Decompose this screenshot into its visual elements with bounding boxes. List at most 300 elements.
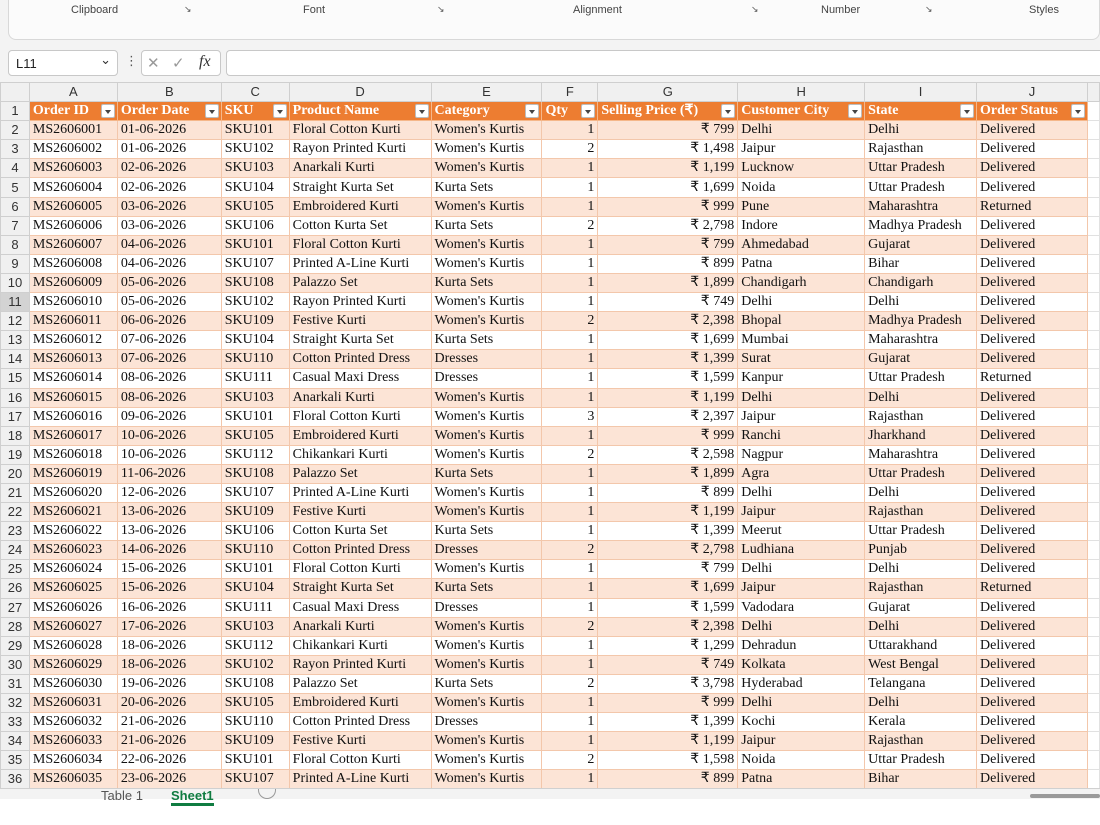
cell-a[interactable]: MS2606012 <box>29 331 117 350</box>
table-header-cell[interactable] <box>738 102 865 121</box>
cell-h[interactable]: Jaipur <box>738 732 865 751</box>
cell-i[interactable]: Uttar Pradesh <box>865 369 977 388</box>
cell-h[interactable]: Delhi <box>738 293 865 312</box>
cell-d[interactable]: Festive Kurti <box>289 732 431 751</box>
cell-i[interactable]: Jharkhand <box>865 426 977 445</box>
cell-g[interactable]: ₹ 1,399 <box>598 350 738 369</box>
cell-j[interactable]: Delivered <box>977 464 1088 483</box>
cell-a[interactable]: MS2606003 <box>29 159 117 178</box>
cell-i[interactable]: Delhi <box>865 483 977 502</box>
cell-b[interactable]: 13-06-2026 <box>117 503 221 522</box>
cell-d[interactable]: Rayon Printed Kurti <box>289 293 431 312</box>
cell-e[interactable]: Women's Kurtis <box>431 235 542 254</box>
cell-b[interactable]: 03-06-2026 <box>117 216 221 235</box>
row-number[interactable]: 14 <box>1 350 30 369</box>
cell-b[interactable]: 08-06-2026 <box>117 388 221 407</box>
cell-b[interactable]: 18-06-2026 <box>117 655 221 674</box>
cell-a[interactable]: MS2606024 <box>29 560 117 579</box>
cell-g[interactable]: ₹ 749 <box>598 655 738 674</box>
cell-g[interactable]: ₹ 1,599 <box>598 598 738 617</box>
cell-j[interactable]: Delivered <box>977 522 1088 541</box>
name-box[interactable] <box>8 50 118 76</box>
cell-b[interactable]: 12-06-2026 <box>117 483 221 502</box>
cell-e[interactable]: Kurta Sets <box>431 522 542 541</box>
cell-d[interactable]: Casual Maxi Dress <box>289 598 431 617</box>
cell-d[interactable]: Palazzo Set <box>289 273 431 292</box>
cell-d[interactable]: Embroidered Kurti <box>289 694 431 713</box>
cell-a[interactable]: MS2606004 <box>29 178 117 197</box>
cell-c[interactable]: SKU109 <box>221 503 289 522</box>
table-header-cell[interactable] <box>598 102 738 121</box>
cell-f[interactable]: 1 <box>542 388 598 407</box>
empty-cell[interactable] <box>1087 159 1099 178</box>
cell-i[interactable]: Uttar Pradesh <box>865 751 977 770</box>
cell-h[interactable]: Kolkata <box>738 655 865 674</box>
cell-e[interactable]: Women's Kurtis <box>431 560 542 579</box>
worksheet-grid[interactable] <box>0 82 1100 788</box>
cell-b[interactable]: 03-06-2026 <box>117 197 221 216</box>
cell-c[interactable]: SKU102 <box>221 140 289 159</box>
cell-g[interactable]: ₹ 1,699 <box>598 331 738 350</box>
cell-d[interactable]: Palazzo Set <box>289 464 431 483</box>
cell-a[interactable]: MS2606027 <box>29 617 117 636</box>
cell-h[interactable]: Meerut <box>738 522 865 541</box>
cell-e[interactable]: Women's Kurtis <box>431 197 542 216</box>
empty-cell[interactable] <box>1087 483 1099 502</box>
cell-c[interactable]: SKU110 <box>221 713 289 732</box>
cell-a[interactable]: MS2606002 <box>29 140 117 159</box>
cell-d[interactable]: Cotton Printed Dress <box>289 350 431 369</box>
column-header-b[interactable]: B <box>117 83 221 102</box>
empty-cell[interactable] <box>1087 273 1099 292</box>
cell-g[interactable]: ₹ 2,398 <box>598 617 738 636</box>
cell-c[interactable]: SKU108 <box>221 674 289 693</box>
cell-b[interactable]: 07-06-2026 <box>117 350 221 369</box>
cell-f[interactable]: 1 <box>542 503 598 522</box>
row-number[interactable]: 4 <box>1 159 30 178</box>
cell-d[interactable]: Anarkali Kurti <box>289 388 431 407</box>
cell-e[interactable]: Women's Kurtis <box>431 751 542 770</box>
cell-f[interactable]: 1 <box>542 293 598 312</box>
empty-cell[interactable] <box>1087 121 1099 140</box>
cell-f[interactable]: 1 <box>542 713 598 732</box>
cell-h[interactable]: Delhi <box>738 483 865 502</box>
cell-b[interactable]: 19-06-2026 <box>117 674 221 693</box>
cell-b[interactable]: 23-06-2026 <box>117 770 221 788</box>
row-number[interactable]: 16 <box>1 388 30 407</box>
cell-c[interactable]: SKU103 <box>221 617 289 636</box>
cell-e[interactable]: Women's Kurtis <box>431 426 542 445</box>
cell-f[interactable]: 1 <box>542 273 598 292</box>
column-header-d[interactable]: D <box>289 83 431 102</box>
row-number[interactable]: 22 <box>1 503 30 522</box>
cell-a[interactable]: MS2606019 <box>29 464 117 483</box>
cell-b[interactable]: 04-06-2026 <box>117 254 221 273</box>
cell-g[interactable]: ₹ 999 <box>598 197 738 216</box>
cell-e[interactable]: Women's Kurtis <box>431 636 542 655</box>
cell-g[interactable]: ₹ 1,199 <box>598 503 738 522</box>
cell-h[interactable]: Patna <box>738 770 865 788</box>
cell-g[interactable]: ₹ 1,199 <box>598 159 738 178</box>
cell-f[interactable]: 1 <box>542 694 598 713</box>
cell-d[interactable]: Printed A-Line Kurti <box>289 254 431 273</box>
empty-cell[interactable] <box>1087 178 1099 197</box>
cell-f[interactable]: 1 <box>542 770 598 788</box>
row-number[interactable]: 31 <box>1 674 30 693</box>
row-number[interactable]: 11 <box>1 293 30 312</box>
table-header-cell[interactable] <box>117 102 221 121</box>
cell-i[interactable]: Gujarat <box>865 598 977 617</box>
cell-h[interactable]: Delhi <box>738 617 865 636</box>
cell-d[interactable]: Casual Maxi Dress <box>289 369 431 388</box>
alignment-launcher-icon[interactable]: ↘ <box>751 5 759 15</box>
cell-i[interactable]: Delhi <box>865 560 977 579</box>
empty-cell[interactable] <box>1087 751 1099 770</box>
cell-h[interactable]: Mumbai <box>738 331 865 350</box>
insert-function-icon[interactable]: fx <box>199 53 211 70</box>
column-header-h[interactable]: H <box>738 83 865 102</box>
cell-d[interactable]: Straight Kurta Set <box>289 579 431 598</box>
cell-g[interactable]: ₹ 799 <box>598 121 738 140</box>
cell-d[interactable]: Printed A-Line Kurti <box>289 483 431 502</box>
formula-input[interactable] <box>226 50 1100 76</box>
cell-i[interactable]: Gujarat <box>865 350 977 369</box>
row-number[interactable]: 17 <box>1 407 30 426</box>
cell-c[interactable]: SKU110 <box>221 541 289 560</box>
cell-g[interactable]: ₹ 1,199 <box>598 732 738 751</box>
cell-a[interactable]: MS2606029 <box>29 655 117 674</box>
cell-b[interactable]: 02-06-2026 <box>117 178 221 197</box>
horizontal-scrollbar[interactable] <box>1030 794 1100 798</box>
cell-j[interactable]: Delivered <box>977 312 1088 331</box>
row-number[interactable]: 23 <box>1 522 30 541</box>
cell-b[interactable]: 09-06-2026 <box>117 407 221 426</box>
filter-dropdown-icon[interactable] <box>848 104 862 118</box>
cell-a[interactable]: MS2606011 <box>29 312 117 331</box>
cell-j[interactable]: Delivered <box>977 426 1088 445</box>
cell-c[interactable]: SKU103 <box>221 388 289 407</box>
row-number[interactable]: 10 <box>1 273 30 292</box>
empty-cell[interactable] <box>1087 426 1099 445</box>
cell-g[interactable]: ₹ 1,299 <box>598 636 738 655</box>
cell-i[interactable]: Punjab <box>865 541 977 560</box>
cell-c[interactable]: SKU107 <box>221 483 289 502</box>
cell-j[interactable]: Delivered <box>977 674 1088 693</box>
cell-h[interactable]: Delhi <box>738 560 865 579</box>
cell-e[interactable]: Women's Kurtis <box>431 312 542 331</box>
cell-h[interactable]: Noida <box>738 751 865 770</box>
cell-g[interactable]: ₹ 2,598 <box>598 445 738 464</box>
cell-c[interactable]: SKU105 <box>221 694 289 713</box>
filter-dropdown-icon[interactable] <box>205 104 219 118</box>
cell-f[interactable]: 2 <box>542 751 598 770</box>
cell-c[interactable]: SKU112 <box>221 445 289 464</box>
filter-dropdown-icon[interactable] <box>721 104 735 118</box>
cell-i[interactable]: Delhi <box>865 293 977 312</box>
cell-j[interactable]: Delivered <box>977 254 1088 273</box>
cell-d[interactable]: Floral Cotton Kurti <box>289 560 431 579</box>
cell-f[interactable]: 1 <box>542 254 598 273</box>
cell-c[interactable]: SKU101 <box>221 560 289 579</box>
number-launcher-icon[interactable]: ↘ <box>925 5 933 15</box>
cell-h[interactable]: Kanpur <box>738 369 865 388</box>
cell-h[interactable]: Hyderabad <box>738 674 865 693</box>
cell-g[interactable]: ₹ 1,399 <box>598 713 738 732</box>
close-icon[interactable]: ✕ <box>147 54 160 72</box>
cell-g[interactable]: ₹ 1,498 <box>598 140 738 159</box>
cell-j[interactable]: Delivered <box>977 770 1088 788</box>
cell-i[interactable]: Delhi <box>865 694 977 713</box>
cell-j[interactable]: Delivered <box>977 121 1088 140</box>
empty-cell[interactable] <box>1087 331 1099 350</box>
cell-b[interactable]: 08-06-2026 <box>117 369 221 388</box>
cell-e[interactable]: Women's Kurtis <box>431 293 542 312</box>
cell-e[interactable]: Women's Kurtis <box>431 503 542 522</box>
cell-d[interactable]: Floral Cotton Kurti <box>289 407 431 426</box>
cell-d[interactable]: Palazzo Set <box>289 674 431 693</box>
empty-cell[interactable] <box>1087 216 1099 235</box>
cell-d[interactable]: Rayon Printed Kurti <box>289 655 431 674</box>
cell-e[interactable]: Dresses <box>431 713 542 732</box>
cell-j[interactable]: Delivered <box>977 350 1088 369</box>
cell-d[interactable]: Anarkali Kurti <box>289 617 431 636</box>
cell-d[interactable]: Chikankari Kurti <box>289 445 431 464</box>
cell-b[interactable]: 21-06-2026 <box>117 732 221 751</box>
cell-f[interactable]: 1 <box>542 636 598 655</box>
empty-cell[interactable] <box>1087 464 1099 483</box>
cell-f[interactable]: 2 <box>542 541 598 560</box>
cell-a[interactable]: MS2606034 <box>29 751 117 770</box>
cell-i[interactable]: Rajasthan <box>865 503 977 522</box>
cell-h[interactable]: Jaipur <box>738 579 865 598</box>
cell-b[interactable]: 14-06-2026 <box>117 541 221 560</box>
cell-g[interactable]: ₹ 2,798 <box>598 541 738 560</box>
cell-h[interactable]: Indore <box>738 216 865 235</box>
cell-d[interactable]: Straight Kurta Set <box>289 331 431 350</box>
row-number[interactable]: 27 <box>1 598 30 617</box>
cell-c[interactable]: SKU104 <box>221 579 289 598</box>
row-number[interactable]: 34 <box>1 732 30 751</box>
cell-f[interactable]: 1 <box>542 331 598 350</box>
cell-j[interactable]: Delivered <box>977 560 1088 579</box>
cell-a[interactable]: MS2606032 <box>29 713 117 732</box>
cell-f[interactable]: 2 <box>542 312 598 331</box>
cell-g[interactable]: ₹ 3,798 <box>598 674 738 693</box>
cell-j[interactable]: Returned <box>977 197 1088 216</box>
empty-cell[interactable] <box>1087 445 1099 464</box>
cell-h[interactable]: Dehradun <box>738 636 865 655</box>
cell-e[interactable]: Dresses <box>431 369 542 388</box>
cell-d[interactable]: Floral Cotton Kurti <box>289 235 431 254</box>
table-header-cell[interactable] <box>865 102 977 121</box>
cell-j[interactable]: Delivered <box>977 598 1088 617</box>
cell-g[interactable]: ₹ 1,199 <box>598 388 738 407</box>
row-number[interactable]: 2 <box>1 121 30 140</box>
row-number[interactable]: 35 <box>1 751 30 770</box>
filter-dropdown-icon[interactable] <box>273 104 287 118</box>
cell-g[interactable]: ₹ 1,699 <box>598 178 738 197</box>
column-header-g[interactable]: G <box>598 83 738 102</box>
cell-c[interactable]: SKU111 <box>221 369 289 388</box>
cell-b[interactable]: 13-06-2026 <box>117 522 221 541</box>
cell-a[interactable]: MS2606005 <box>29 197 117 216</box>
cell-i[interactable]: Uttarakhand <box>865 636 977 655</box>
cell-a[interactable]: MS2606026 <box>29 598 117 617</box>
cell-a[interactable]: MS2606007 <box>29 235 117 254</box>
cell-c[interactable]: SKU111 <box>221 598 289 617</box>
empty-cell[interactable] <box>1087 674 1099 693</box>
cell-c[interactable]: SKU101 <box>221 235 289 254</box>
cell-c[interactable]: SKU101 <box>221 751 289 770</box>
cell-h[interactable]: Agra <box>738 464 865 483</box>
cell-d[interactable]: Cotton Kurta Set <box>289 522 431 541</box>
empty-cell[interactable] <box>1087 235 1099 254</box>
cell-b[interactable]: 20-06-2026 <box>117 694 221 713</box>
cell-h[interactable]: Surat <box>738 350 865 369</box>
cell-e[interactable]: Kurta Sets <box>431 579 542 598</box>
cell-a[interactable]: MS2606001 <box>29 121 117 140</box>
cell-j[interactable]: Delivered <box>977 445 1088 464</box>
cell-h[interactable]: Delhi <box>738 388 865 407</box>
font-launcher-icon[interactable]: ↘ <box>437 5 445 15</box>
cell-e[interactable]: Women's Kurtis <box>431 388 542 407</box>
cell-c[interactable]: SKU104 <box>221 178 289 197</box>
cell-e[interactable]: Women's Kurtis <box>431 140 542 159</box>
column-header-e[interactable]: E <box>431 83 542 102</box>
row-number[interactable]: 33 <box>1 713 30 732</box>
empty-cell[interactable] <box>1087 770 1099 788</box>
row-number[interactable]: 1 <box>1 102 30 121</box>
cell-i[interactable]: Maharashtra <box>865 445 977 464</box>
cell-i[interactable]: Bihar <box>865 254 977 273</box>
cell-i[interactable]: Uttar Pradesh <box>865 464 977 483</box>
row-number[interactable]: 25 <box>1 560 30 579</box>
row-number[interactable]: 7 <box>1 216 30 235</box>
cell-c[interactable]: SKU102 <box>221 655 289 674</box>
cell-f[interactable]: 1 <box>542 197 598 216</box>
cell-a[interactable]: MS2606015 <box>29 388 117 407</box>
empty-cell[interactable] <box>1087 560 1099 579</box>
cell-i[interactable]: Gujarat <box>865 235 977 254</box>
cell-g[interactable]: ₹ 799 <box>598 235 738 254</box>
cell-h[interactable]: Delhi <box>738 121 865 140</box>
cell-g[interactable]: ₹ 899 <box>598 254 738 273</box>
cell-a[interactable]: MS2606018 <box>29 445 117 464</box>
filter-dropdown-icon[interactable] <box>101 104 115 118</box>
cell-j[interactable]: Delivered <box>977 159 1088 178</box>
cell-i[interactable]: Telangana <box>865 674 977 693</box>
cell-j[interactable]: Delivered <box>977 713 1088 732</box>
row-number[interactable]: 36 <box>1 770 30 788</box>
cell-c[interactable]: SKU109 <box>221 312 289 331</box>
cell-h[interactable]: Ludhiana <box>738 541 865 560</box>
cell-g[interactable]: ₹ 899 <box>598 483 738 502</box>
empty-cell[interactable] <box>1087 522 1099 541</box>
cell-i[interactable]: Rajasthan <box>865 140 977 159</box>
cell-a[interactable]: MS2606021 <box>29 503 117 522</box>
cell-b[interactable]: 15-06-2026 <box>117 560 221 579</box>
cell-h[interactable]: Lucknow <box>738 159 865 178</box>
cell-h[interactable]: Ahmedabad <box>738 235 865 254</box>
cell-c[interactable]: SKU105 <box>221 197 289 216</box>
cell-e[interactable]: Women's Kurtis <box>431 655 542 674</box>
cell-i[interactable]: Rajasthan <box>865 579 977 598</box>
cell-j[interactable]: Delivered <box>977 636 1088 655</box>
column-header-c[interactable]: C <box>221 83 289 102</box>
empty-cell[interactable] <box>1087 350 1099 369</box>
cell-f[interactable]: 1 <box>542 598 598 617</box>
cell-j[interactable]: Delivered <box>977 388 1088 407</box>
cell-a[interactable]: MS2606010 <box>29 293 117 312</box>
cell-e[interactable]: Kurta Sets <box>431 273 542 292</box>
cell-j[interactable]: Delivered <box>977 617 1088 636</box>
cell-b[interactable]: 18-06-2026 <box>117 636 221 655</box>
cell-a[interactable]: MS2606006 <box>29 216 117 235</box>
cell-e[interactable]: Women's Kurtis <box>431 770 542 788</box>
cell-j[interactable]: Delivered <box>977 503 1088 522</box>
cell-i[interactable]: Madhya Pradesh <box>865 216 977 235</box>
cell-c[interactable]: SKU103 <box>221 159 289 178</box>
table-header-cell[interactable] <box>221 102 289 121</box>
empty-cell[interactable] <box>1087 388 1099 407</box>
cell-e[interactable]: Kurta Sets <box>431 331 542 350</box>
cell-i[interactable]: West Bengal <box>865 655 977 674</box>
checkmark-icon[interactable]: ✓ <box>172 54 185 72</box>
cell-g[interactable]: ₹ 1,399 <box>598 522 738 541</box>
filter-dropdown-icon[interactable] <box>1071 104 1085 118</box>
more-options-icon[interactable]: ⋮ <box>125 54 138 69</box>
empty-cell[interactable] <box>1087 407 1099 426</box>
cell-i[interactable]: Rajasthan <box>865 732 977 751</box>
cell-c[interactable]: SKU102 <box>221 293 289 312</box>
cell-f[interactable]: 1 <box>542 178 598 197</box>
cell-j[interactable]: Delivered <box>977 483 1088 502</box>
cell-g[interactable]: ₹ 999 <box>598 694 738 713</box>
cell-h[interactable]: Jaipur <box>738 407 865 426</box>
cell-i[interactable]: Delhi <box>865 388 977 407</box>
cell-j[interactable]: Returned <box>977 369 1088 388</box>
cell-i[interactable]: Uttar Pradesh <box>865 178 977 197</box>
cell-g[interactable]: ₹ 2,397 <box>598 407 738 426</box>
cell-g[interactable]: ₹ 899 <box>598 770 738 788</box>
empty-cell[interactable] <box>1087 541 1099 560</box>
cell-c[interactable]: SKU110 <box>221 350 289 369</box>
cell-j[interactable]: Delivered <box>977 331 1088 350</box>
cell-f[interactable]: 1 <box>542 350 598 369</box>
row-number[interactable]: 24 <box>1 541 30 560</box>
cell-e[interactable]: Women's Kurtis <box>431 445 542 464</box>
row-number[interactable]: 21 <box>1 483 30 502</box>
cell-f[interactable]: 2 <box>542 216 598 235</box>
empty-cell[interactable] <box>1087 713 1099 732</box>
cell-d[interactable]: Printed A-Line Kurti <box>289 770 431 788</box>
cell-j[interactable]: Delivered <box>977 293 1088 312</box>
cell-h[interactable]: Delhi <box>738 694 865 713</box>
cell-b[interactable]: 15-06-2026 <box>117 579 221 598</box>
cell-f[interactable]: 1 <box>542 732 598 751</box>
cell-c[interactable]: SKU108 <box>221 464 289 483</box>
row-number[interactable]: 15 <box>1 369 30 388</box>
cell-f[interactable]: 1 <box>542 483 598 502</box>
cell-h[interactable]: Noida <box>738 178 865 197</box>
tab-sheet1[interactable]: Sheet1 <box>171 788 214 806</box>
table-header-cell[interactable] <box>977 102 1088 121</box>
cell-a[interactable]: MS2606031 <box>29 694 117 713</box>
cell-g[interactable]: ₹ 1,598 <box>598 751 738 770</box>
cell-a[interactable]: MS2606033 <box>29 732 117 751</box>
cell-c[interactable]: SKU108 <box>221 273 289 292</box>
cell-i[interactable]: Rajasthan <box>865 407 977 426</box>
